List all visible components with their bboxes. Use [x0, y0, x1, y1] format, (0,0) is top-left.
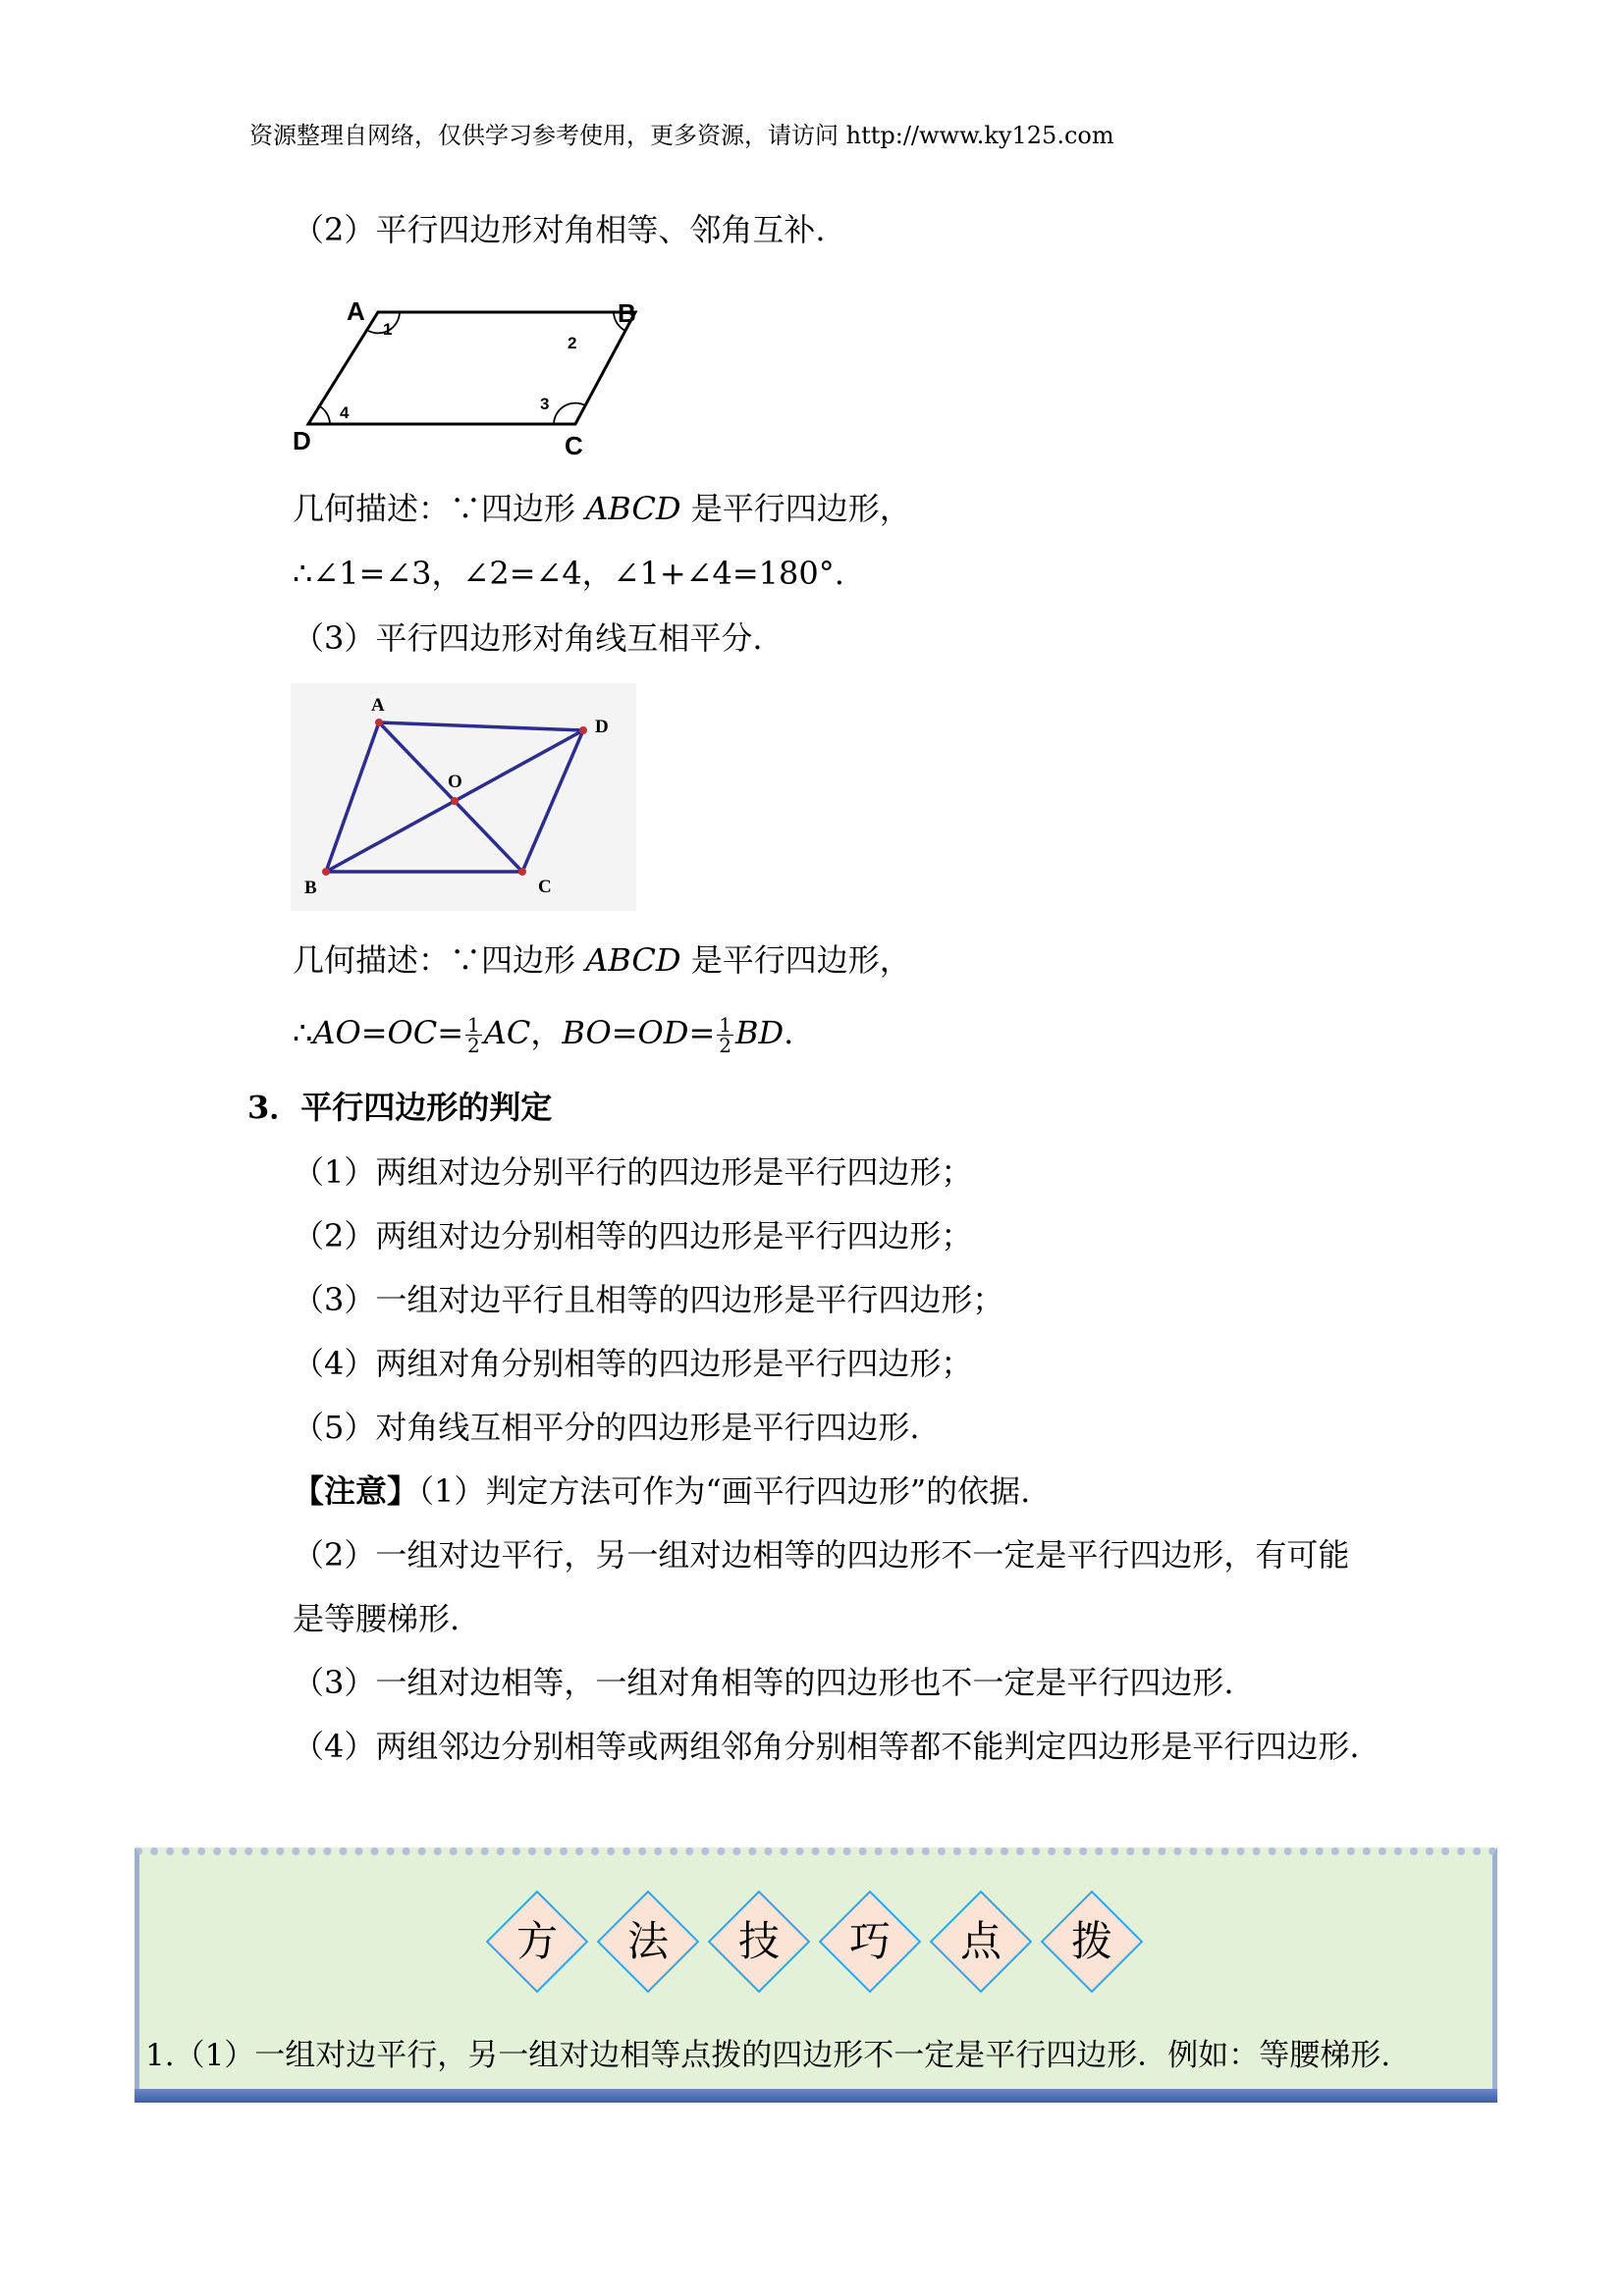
title-diamond-3: 技 [708, 1891, 810, 1993]
angle-label-4: 4 [340, 403, 350, 422]
note-2a: （2）一组对边平行，另一组对边相等的四边形不一定是平行四边形，有可能 [293, 1536, 1350, 1574]
criterion-2: （2）两组对边分别相等的四边形是平行四边形； [293, 1217, 973, 1255]
criterion-3: （3）一组对边平行且相等的四边形是平行四边形； [293, 1281, 1004, 1318]
property-3-description: 几何描述：∵四边形 ABCD 是平行四边形， [293, 941, 911, 979]
method-tips-bottom-bar [135, 2089, 1497, 2103]
criterion-5: （5）对角线互相平分的四边形是平行四边形. [293, 1409, 920, 1446]
center-label-O: O [448, 772, 462, 792]
fraction-half: $\frac{1}{2}$ [467, 1013, 480, 1057]
vertex-label-C: C [538, 877, 552, 897]
method-tip-line-1: 1.（1）一组对边平行，另一组对边相等点拨的四边形不一定是平行四边形．例如：等腰梯形. [145, 2038, 1391, 2073]
section-3-title: 3．平行四边形的判定 [247, 1089, 553, 1126]
page-header: 资源整理自网络，仅供学习参考使用，更多资源，请访问 http://www.ky125.com [249, 122, 1114, 149]
title-diamond-4: 巧 [819, 1891, 921, 1993]
angle-label-1: 1 [383, 320, 393, 339]
vertex-label-A: A [371, 695, 385, 716]
criterion-4: （4）两组对角分别相等的四边形是平行四边形； [293, 1345, 973, 1382]
property-2-description: 几何描述：∵四边形 ABCD 是平行四边形， [293, 490, 911, 527]
note-3: （3）一组对边相等，一组对角相等的四边形也不一定是平行四边形. [293, 1664, 1234, 1701]
property-2-heading: （2）平行四边形对角相等、邻角互补. [293, 211, 826, 248]
vertex-label-A: A [347, 296, 365, 326]
vertex-label-B: B [304, 878, 317, 898]
vertex-label-D: D [293, 426, 311, 455]
property-3-heading: （3）平行四边形对角线互相平分. [293, 619, 763, 657]
criterion-1: （1）两组对边分别平行的四边形是平行四边形； [293, 1153, 973, 1191]
property-2-conclusion: ∴∠1=∠3，∠2=∠4，∠1+∠4=180°. [293, 555, 844, 592]
angle-label-2: 2 [568, 334, 577, 352]
note-4: （4）两组邻边分别相等或两组邻角分别相等都不能判定四边形是平行四边形. [293, 1728, 1360, 1765]
title-diamond-5: 点 [930, 1891, 1032, 1993]
title-diamond-6: 拨 [1041, 1891, 1143, 1993]
property-3-conclusion: ∴AO=OC= $\frac{1}{2}$ AC，BO=OD= $\frac{1}{2}$ BD. [293, 1013, 794, 1057]
note-1: 【注意】（1）判定方法可作为“画平行四边形”的依据. [293, 1472, 1031, 1510]
fraction-half: $\frac{1}{2}$ [719, 1013, 731, 1057]
vertex-label-C: C [565, 431, 583, 457]
note-label: 【注意】 [293, 1472, 419, 1510]
title-diamond-2: 法 [597, 1891, 699, 1993]
angle-label-3: 3 [540, 395, 550, 413]
figure-parallelogram-angles [291, 291, 644, 457]
title-diamond-1: 方 [486, 1891, 588, 1993]
vertex-label-D: D [595, 717, 609, 737]
vertex-label-B: B [618, 298, 636, 328]
figure-parallelogram-diagonals [291, 683, 636, 911]
note-2b: 是等腰梯形. [293, 1600, 460, 1637]
